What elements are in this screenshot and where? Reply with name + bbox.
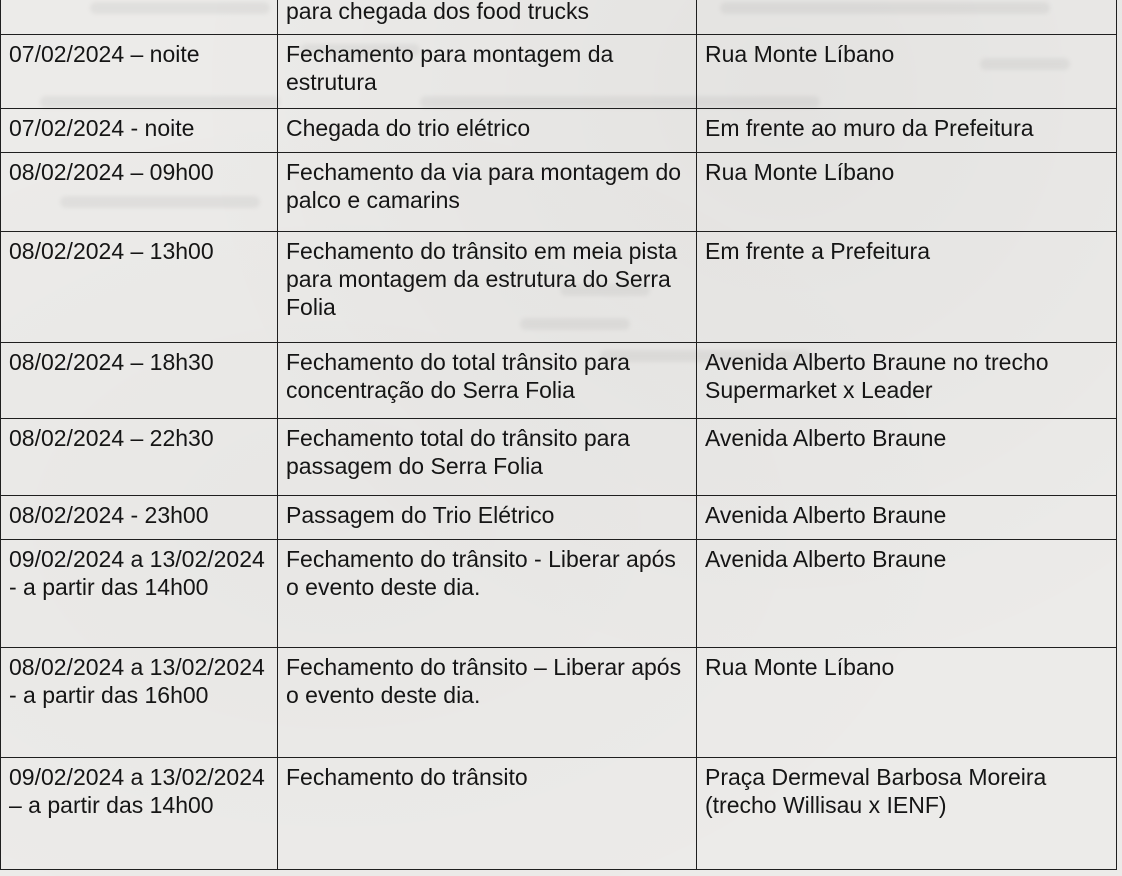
table-row — [1, 153, 1117, 232]
table-row — [1, 232, 1117, 343]
action-cell: Fechamento do trânsito – Liberar após o evento deste dia. — [278, 648, 697, 758]
date-cell — [1, 0, 278, 35]
table-row — [1, 343, 1117, 419]
action-cell: Fechamento para montagem da estrutura — [278, 35, 697, 109]
date-cell: 09/02/2024 a 13/02/2024 - a partir das 14h00 — [1, 540, 278, 648]
action-cell: Fechamento do total trânsito para concentração do Serra Folia — [278, 343, 697, 419]
table-row — [1, 419, 1117, 496]
table-row — [1, 648, 1117, 758]
table-row — [1, 540, 1117, 648]
location-cell: Rua Monte Líbano — [697, 153, 1117, 232]
location-cell: Praça Dermeval Barbosa Moreira (trecho Willisau x IENF) — [697, 758, 1117, 870]
date-cell: 07/02/2024 - noite — [1, 109, 278, 153]
location-cell: Em frente ao muro da Prefeitura — [697, 109, 1117, 153]
location-cell — [697, 0, 1117, 35]
date-cell: 08/02/2024 – 22h30 — [1, 419, 278, 496]
location-cell: Avenida Alberto Braune no trecho Supermarket x Leader — [697, 343, 1117, 419]
table-row — [1, 758, 1117, 870]
date-cell: 08/02/2024 a 13/02/2024 - a partir das 16h00 — [1, 648, 278, 758]
action-cell: Fechamento do trânsito em meia pista para montagem da estrutura do Serra Folia — [278, 232, 697, 343]
location-cell: Avenida Alberto Braune — [697, 540, 1117, 648]
table-row — [1, 496, 1117, 540]
table-row — [1, 109, 1117, 153]
date-cell: 08/02/2024 – 09h00 — [1, 153, 278, 232]
location-cell: Rua Monte Líbano — [697, 648, 1117, 758]
table-row — [1, 35, 1117, 109]
location-cell: Avenida Alberto Braune — [697, 496, 1117, 540]
date-cell: 09/02/2024 a 13/02/2024 – a partir das 14h00 — [1, 758, 278, 870]
date-cell: 07/02/2024 – noite — [1, 35, 278, 109]
date-cell: 08/02/2024 - 23h00 — [1, 496, 278, 540]
action-cell: Fechamento do trânsito — [278, 758, 697, 870]
action-cell: Passagem do Trio Elétrico — [278, 496, 697, 540]
table-row — [1, 0, 1117, 35]
location-cell: Rua Monte Líbano — [697, 35, 1117, 109]
action-cell: Fechamento total do trânsito para passagem do Serra Folia — [278, 419, 697, 496]
location-cell: Avenida Alberto Braune — [697, 419, 1117, 496]
date-cell: 08/02/2024 – 13h00 — [1, 232, 278, 343]
location-cell: Em frente a Prefeitura — [697, 232, 1117, 343]
action-cell: Fechamento da via para montagem do palco e camarins — [278, 153, 697, 232]
action-cell: para chegada dos food trucks — [278, 0, 697, 35]
action-cell: Fechamento do trânsito - Liberar após o evento deste dia. — [278, 540, 697, 648]
action-cell: Chegada do trio elétrico — [278, 109, 697, 153]
date-cell: 08/02/2024 – 18h30 — [1, 343, 278, 419]
